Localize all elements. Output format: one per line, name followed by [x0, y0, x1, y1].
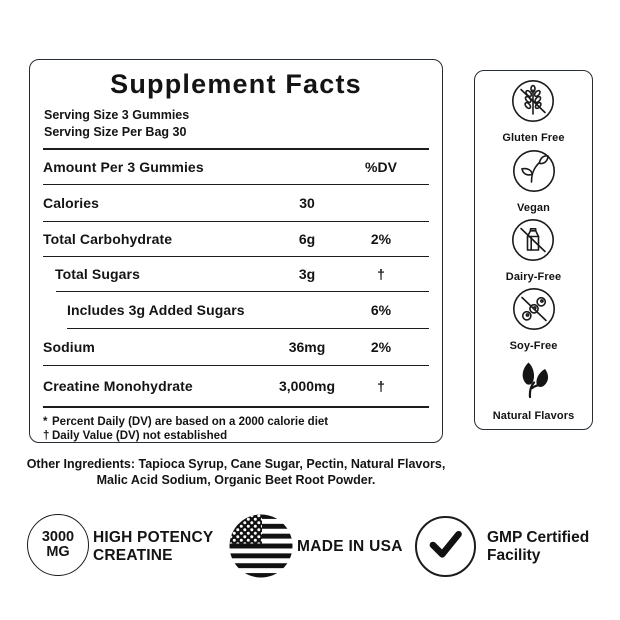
- checkmark-icon: [417, 516, 474, 578]
- gmp-label-line: GMP Certified: [487, 529, 590, 546]
- row-dv: 2%: [370, 231, 392, 247]
- sidebar-item-soy-free: [510, 286, 558, 352]
- wheat-crossed-icon: [510, 78, 556, 129]
- sidebar-item-gluten-free: [502, 78, 564, 144]
- row-name: Total Sugars: [55, 266, 140, 282]
- footnote-text: Daily Value (DV) not established: [52, 430, 228, 442]
- row-amount: 36mg: [288, 339, 326, 355]
- milk-carton-crossed-icon: [510, 217, 556, 268]
- gmp-label-line: Facility: [487, 547, 541, 564]
- potency-label-line: CREATINE: [93, 546, 173, 564]
- badge-label: Vegan: [517, 201, 550, 214]
- other-ingredients-line: Other Ingredients: Tapioca Syrup, Cane Sugar, Pectin, Natural Flavors,: [26, 457, 446, 471]
- row-name: Creatine Monohydrate: [43, 378, 193, 394]
- row-amount: 30: [299, 195, 315, 211]
- table-row-creatine-monohydrate: [30, 366, 442, 406]
- dv-header: %DV: [365, 159, 397, 175]
- row-amount: 6g: [298, 231, 316, 247]
- amount-per-header: Amount Per 3 Gummies: [43, 159, 204, 175]
- row-name: Includes 3g Added Sugars: [67, 302, 245, 318]
- vegan-sprout-icon: [511, 148, 557, 199]
- sidebar-item-vegan: [511, 148, 557, 214]
- row-name: Total Carbohydrate: [43, 231, 173, 247]
- soybean-crossed-icon: [511, 286, 557, 337]
- badge-label: Soy-Free: [509, 340, 558, 353]
- other-ingredients-line: Malic Acid Sodium, Organic Beet Root Powder.: [96, 473, 376, 487]
- footnote-dv-basis: [43, 415, 429, 429]
- potency-circle-badge: [27, 514, 89, 576]
- row-dv: 2%: [370, 339, 392, 355]
- serving-size-line: Serving Size 3 Gummies: [44, 108, 190, 122]
- gmp-check-badge: [415, 516, 476, 577]
- natural-leaves-icon: [511, 356, 557, 407]
- sidebar-item-dairy-free: [506, 217, 561, 283]
- row-name: Calories: [43, 195, 100, 211]
- badge-label: Gluten Free: [502, 132, 565, 145]
- table-row-calories: [30, 185, 442, 221]
- potency-mg-unit: MG: [46, 544, 70, 560]
- footnote-marker: *: [43, 416, 48, 428]
- potency-mg-value: 3000: [41, 529, 75, 545]
- serving-info: [30, 100, 442, 140]
- table-row-total-sugars: [30, 257, 442, 291]
- row-dv: 6%: [370, 302, 392, 318]
- dietary-badges-sidebar: [474, 70, 593, 430]
- gmp-certified-label: [487, 529, 589, 565]
- row-dv: †: [377, 378, 385, 394]
- made-in-usa-label: MADE IN USA: [297, 538, 403, 555]
- badge-label: Dairy-Free: [505, 270, 562, 283]
- footnote-marker: †: [43, 430, 50, 442]
- potency-label-line: HIGH POTENCY: [93, 529, 214, 546]
- table-row-added-sugars: [30, 292, 442, 328]
- supplement-facts-panel: [29, 59, 443, 443]
- badge-label: Natural Flavors: [492, 409, 575, 422]
- servings-per-bag-line: Serving Size Per Bag 30: [44, 124, 187, 139]
- potency-label: [93, 529, 213, 564]
- table-row-total-carbohydrate: [30, 222, 442, 256]
- row-dv: †: [377, 266, 385, 282]
- footnote-text: Percent Daily (DV) are based on a 2000 calorie diet: [52, 416, 329, 428]
- table-header-row: [30, 150, 442, 184]
- footnotes: [30, 408, 442, 443]
- other-ingredients: [19, 456, 453, 488]
- row-amount: 3,000mg: [278, 378, 336, 394]
- row-name: Sodium: [43, 339, 95, 355]
- table-row-sodium: [30, 329, 442, 365]
- row-amount: 3g: [298, 266, 316, 282]
- footnote-dv-not-established: [43, 429, 429, 443]
- panel-title: Supplement Facts: [110, 69, 362, 99]
- sidebar-item-natural-flavors: [493, 356, 575, 422]
- usa-flag-icon: [229, 514, 293, 578]
